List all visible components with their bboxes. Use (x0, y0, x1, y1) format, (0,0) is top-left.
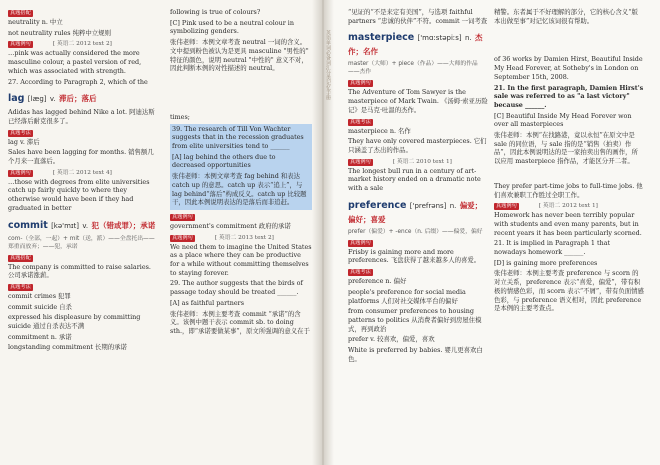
preference-form: preference n. 偏好 (348, 277, 407, 286)
analysis-text: 张伟老师：本例主要考查 commit “承诺”的含义。该例中题干表示 commit sb. to doing sth.，即“承诺要做某事”，原文所强调的意义在于 (170, 309, 310, 335)
quote-pink: …pink was actually considered the more masculine colour, a pastel version of red, which was associated with strength. (8, 49, 142, 75)
entry-meaning: 滞后；落后 (58, 94, 97, 104)
source-label: [ 英语二 2012 text 1] (538, 203, 598, 210)
entry-pos: v. (82, 221, 89, 230)
entry-meaning: 犯（错或罪）；承诺 (91, 220, 156, 230)
question-27: 27. According to Paragraph 2, which of the (8, 77, 148, 86)
left-page (0, 0, 322, 465)
tag-example-2: 真题例句 (10, 169, 31, 176)
entry-word: preference (348, 199, 407, 211)
masterpiece-example: The Adventure of Tom Sawyer is the masterpiece of Mark Twain. 《汤姆·索亚历险记》是马克·吐温的杰作。 (348, 88, 488, 114)
entry-preference-heading (348, 199, 488, 226)
right-column-1 (348, 8, 488, 365)
commit-form: longstanding commitment 长期的承诺 (8, 343, 127, 352)
masterpiece-form: masterpiece n. 名作 (348, 126, 411, 135)
tag-example-3: 真题例句 (172, 213, 193, 220)
entry-pos: n. (449, 201, 457, 210)
commitment-example: government's commitment 政府的承诺 (170, 221, 291, 230)
tag-example: 真题例句 (350, 80, 371, 87)
spine-text: 英语单词必备词汇分类记忆手册 (325, 30, 331, 100)
tag-forms: 真题考法 (350, 118, 371, 125)
source-label: [ 英语二 2012 text 4] (52, 169, 112, 176)
highlighted-block (170, 124, 312, 210)
lag-example-2: Sales have been lagging for months. 销售额几个月来一直落后。 (8, 148, 154, 166)
intro-text: 精警。东者属于不好理解的部分，它的核心含义“版本出做至事”对记忆该词很有帮助。 (494, 8, 638, 25)
neutrality-definition: neutrality n. 中立 (8, 18, 63, 26)
masterpiece-root: master（大师）+ piece（作品）——大师的作品——杰作 (348, 61, 478, 76)
right-page (322, 0, 660, 465)
tag-forms-2: 真题考法 (350, 269, 371, 276)
tag-example-4: 真题例句 (172, 234, 193, 241)
preference-form: White is preferred by babies. 婴儿更喜欢白色。 (348, 346, 483, 363)
tag-example: 真题例句 (10, 41, 31, 48)
commit-quote: We need them to imagine the United States as a place where they can be productive for a while without committing themselves to staying forever. (170, 242, 312, 277)
option-d: [D] is gaining more preferences (494, 258, 598, 267)
entry-lag-heading (8, 92, 156, 106)
commit-form: commit suicide 自杀 (8, 302, 72, 311)
lag-example: Adidas has lagged behind Nike a lot. 阿迪达斯已经落后耐克很多了。 (8, 108, 155, 125)
question-21b: 21. It is implied in Paragraph 1 that nowadays homework ______. (494, 239, 611, 257)
entry-meaning: 偏爱；偏好；喜爱 (348, 200, 483, 224)
tag-example: 真题例句 (496, 203, 517, 210)
entry-word: masterpiece (348, 32, 415, 44)
quote-continuation: times; (170, 112, 190, 121)
commit-root: com-（全部，一起）+ mit（送，派）——全盘托出——郑重而放弃；——犯，承诺 (8, 235, 155, 250)
entry-phonetic: ['mɑːstəpiːs] (417, 34, 462, 43)
commit-form: commitment n. 承诺 (8, 332, 72, 341)
lag-noun: lag v. 滞后 (8, 137, 40, 146)
source-label: [ 英语二 2012 text 2] (52, 41, 112, 48)
commit-form: expressed his displeasure by committing suicide 通过自杀表达不满 (8, 313, 141, 331)
option-a: [A] lag behind the others due to decreased opportunities (172, 152, 276, 170)
entry-commit-heading (8, 219, 156, 233)
masterpiece-quote-continuation: of 36 works by Damien Hirst, Beautiful Inside My Head Forever, at Sotheby's in London on September 15th, 2008. (494, 55, 643, 81)
tag-forms-2: 真题考法 (10, 283, 31, 290)
tag-collocation: 真题搭配 (10, 10, 31, 16)
option-c: [C] Pink used to be a neutral colour in symbolizing genders. (170, 18, 294, 36)
commit-form: commit crimes 犯罪 (8, 291, 71, 300)
entry-word: commit (8, 219, 48, 231)
tag-forms: 真题考法 (10, 129, 31, 136)
analysis-text: 张伟老师：本例主要考查 preference 与 scorn 的对立关系，preference 表示“喜爱，偏爱”，带有积极的情感色彩，而 scorn 表示“不屑”，带有负面情感色彩，与 preference 语义相对，因此 preference 是本例的主要考查点。 (494, 269, 644, 313)
left-column-1 (8, 8, 156, 354)
preference-root: prefer（偏爱）+ -ence（n. 后缀）——偏爱，偏好 (348, 228, 483, 235)
left-column-2 (170, 8, 312, 338)
preference-form: from consumer preferences to housing patterns to politics 从消费者偏好到房屋住模式，再到政治 (348, 307, 482, 333)
preference-quote: Homework has never been terribly popular with students and even many parents, but in recent years it has been particularly scorned. (494, 211, 642, 237)
source-label: [ 英语二 2013 text 2] (214, 234, 274, 241)
option-c: [C] Beautiful Inside My Head Forever won over all masterpieces (494, 111, 632, 129)
entry-masterpiece-heading (348, 31, 488, 58)
entry-phonetic: ['prefrəns] (409, 201, 447, 210)
tag-collocation-2: 真题搭配 (10, 254, 31, 261)
option-a: [A] as faithful partners (170, 298, 244, 307)
question-continuation: following is true of colours? (170, 8, 261, 16)
entry-pos: n. (464, 34, 472, 43)
entry-pos: v. (49, 95, 56, 104)
entry-meaning: 杰作；名作 (348, 33, 483, 57)
preference-form: prefer v. 较喜欢，偏爱，喜欢 (348, 335, 435, 344)
tag-example-3: 真题例句 (350, 239, 371, 246)
preference-form: people's preference for social media platforms 人们对社交媒体平台的偏好 (348, 287, 466, 305)
intro-text: “见证的“不是来定有美国”，与选项 faithful partners “忠诚的伙伴”不符。commit 一词考查 (348, 8, 488, 25)
neutrality-example: not neutrality rules 纯粹中立规则 (8, 28, 111, 37)
masterpiece-example-2: They have only covered masterpieces. 它们只涵盖了杰出的作品。 (348, 137, 487, 154)
entry-word: lag (8, 93, 25, 105)
source-label: [ 英语二 2010 text 1] (392, 158, 452, 165)
tag-example-2: 真题例句 (350, 158, 371, 165)
analysis-text: 张伟老师：本例文章考查 neutral 一词的含义。文中提到粉色被认为是更具 masculine "男性的" 特征的颜色，说明 neutral "中性的" 意义不对，因此判断本例的对性描述的 neutral。 (170, 38, 309, 73)
question-29: 29. The author suggests that the birds of passage today should be treated ______. (170, 279, 303, 297)
question-39: 39. The research of Till Von Wachter suggests that in the recession graduates from elite universities tend to ______ (172, 124, 304, 151)
analysis-text: 张伟老师：本例“在找路港，竟以永恒”在原文中是 sale 的同位语，与 sale 指的是“销售（拍卖）作品”，因此本例说明达的是一家拍卖出售的画作，所以应用 masterpiece 指作品，才能区分开二者。 (494, 131, 638, 166)
question-21: 21. In the first paragraph, Damien Hirst's sale was referred to as "a last victory" because ______. (494, 83, 644, 109)
analysis-text: 张伟老师：本例文章考查 fag behind 和表达 catch up 的意思。catch up 表示“追上”，与 lag behind“落后”构成反义。catch up 比较题干，因此本例说明表达的是落后而非追赶。 (172, 172, 307, 207)
preference-example: Frisby is gaining more and more preferences. 飞盘获得了越来越多人的喜爱。 (348, 247, 481, 265)
preference-example-2: They prefer part-time jobs to full-time jobs. 他们喜欢兼职工作胜过全职工作。 (494, 181, 643, 199)
entry-phonetic: [læg] (27, 95, 47, 104)
lag-quote: …those with degrees from elite universities catch up fairly quickly to where they otherwise would have been if they had graduated in better (8, 177, 150, 212)
entry-phonetic: [kə'mɪt] (51, 221, 79, 230)
commit-example: The company is committed to raise salaries. 公司承诺涨薪。 (8, 262, 151, 280)
right-column-2 (494, 8, 644, 315)
masterpiece-quote: The longest bull run in a century of art-market history ended on a dramatic note with a sale (348, 166, 481, 193)
